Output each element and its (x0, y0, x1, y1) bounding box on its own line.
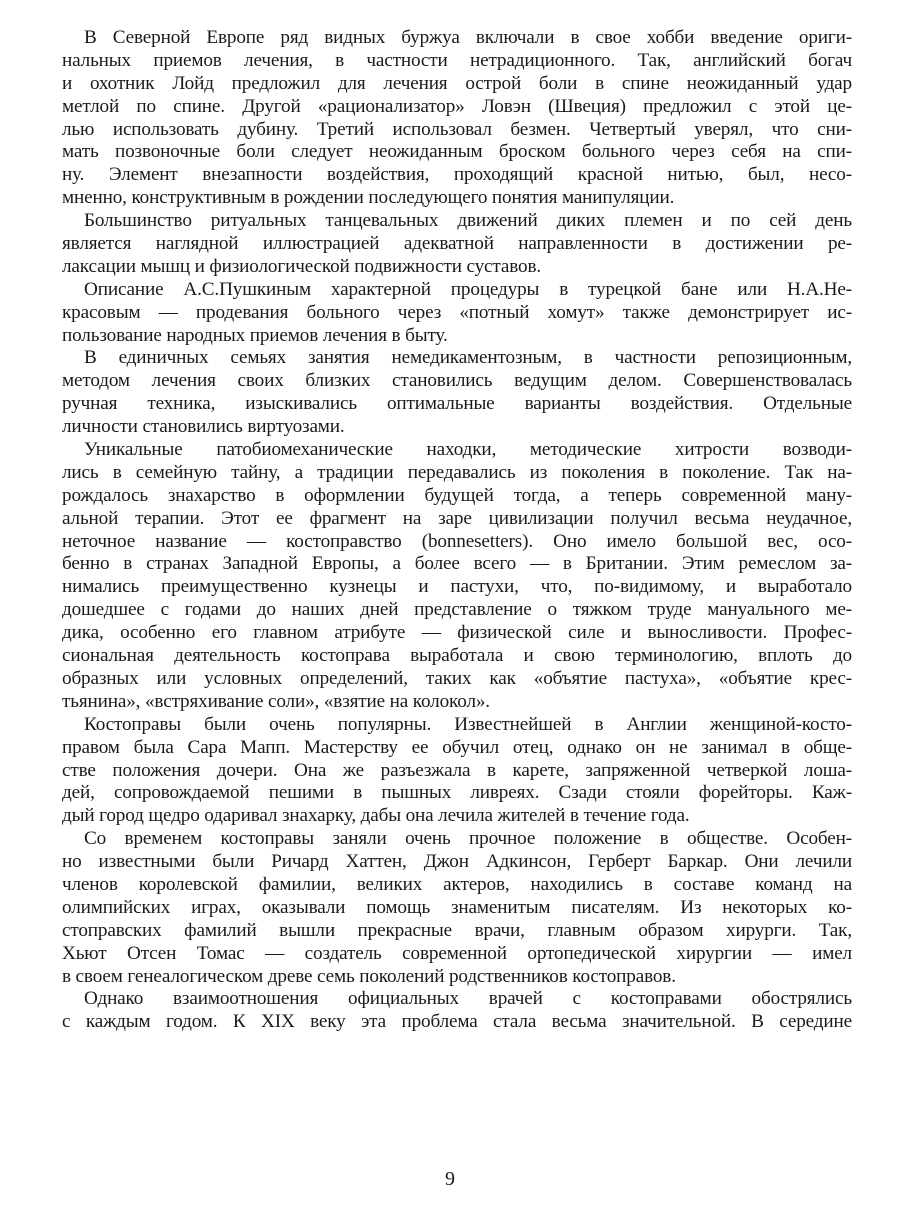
text-line: лью использовать дубину. Третий использовал безмен. Четвертый уверял, что сни- (62, 118, 852, 140)
text-line: Хьют Отсен Томас — создатель современной ортопедической хирургии — имел (62, 942, 852, 964)
paragraph (62, 279, 852, 348)
text-line: В единичных семьях занятия немедикаментозным, в частности репозиционным, (84, 347, 852, 369)
text-line: стве положения дочери. Она же разъезжала в карете, запряженной четверкой лоша- (62, 759, 852, 781)
text-line: Костоправы были очень популярны. Известнейшей в Англии женщиной-косто- (84, 713, 852, 735)
text-line: сиональная деятельность костоправа выработала и свою терминологию, вплоть до (62, 645, 852, 667)
text-line: образных или условных определений, таких как «объятие пастуха», «объятие крес- (62, 667, 852, 689)
text-line: Со временем костоправы заняли очень прочное положение в обществе. Особен- (84, 828, 852, 850)
text-line: мать позвоночные боли следует неожиданным броском больного через себя на спи- (62, 141, 852, 163)
text-line: лись в семейную тайну, а традиции передавались из поколения в поколение. Так на- (62, 461, 852, 483)
text-line: В Северной Европе ряд видных буржуа включали в свое хобби введение ориги- (84, 27, 852, 48)
paragraph (62, 828, 852, 988)
text-line: Однако взаимоотношения официальных врачей с костоправами обострялись (84, 988, 852, 1010)
text-line: тьянина», «встряхивание соли», «взятие на колокол». (62, 690, 490, 712)
paragraph (62, 210, 852, 279)
paragraph (62, 347, 852, 439)
text-line: метлой по спине. Другой «рационализатор» Ловэн (Швеция) предложил с этой це- (62, 95, 852, 117)
text-line: лаксации мышц и физиологической подвижности суставов. (62, 255, 542, 277)
text-line: Большинство ритуальных танцевальных движений диких племен и по сей день (84, 210, 852, 232)
paragraph (62, 439, 852, 714)
page-number: 9 (445, 1168, 455, 1190)
text-line: пользование народных приемов лечения в быту. (62, 324, 448, 346)
text-line: дошедшее с годами до наших дней представление о тяжком труде мануального ме- (62, 599, 852, 621)
text-line: методом лечения своих близких становились ведущим делом. Совершенствовалась (62, 370, 852, 392)
text-line: личности становились виртуозами. (62, 416, 345, 438)
text-line: красовым — продевания больного через «потный хомут» также демонстрирует ис- (62, 301, 852, 323)
text-line: дей, сопровождаемой пешими в пышных ливреях. Сзади стояли форейторы. Каж- (62, 782, 852, 804)
text-line: ну. Элемент внезапности воздействия, проходящий красной нитью, был, несо- (62, 164, 852, 186)
text-line: с каждым годом. К XIX веку эта проблема стала весьма значительной. В середине (62, 1011, 852, 1033)
text-line: дика, особенно его главном атрибуте — физической силе и выносливости. Профес- (62, 622, 852, 644)
paragraph (62, 27, 852, 210)
text-line: в своем генеалогическом древе семь поколений родственников костоправов. (62, 965, 676, 987)
text-line: дый город щедро одаривал знахарку, дабы она лечила жителей в течение года. (62, 805, 690, 827)
text-line: является наглядной иллюстрацией адекватной направленности в достижении ре- (62, 233, 852, 255)
text-line: рождалось знахарство в оформлении будущей тогда, а теперь современной ману- (62, 484, 852, 506)
text-line: но известными были Ричард Хаттен, Джон Адкинсон, Герберт Баркар. Они лечили (62, 851, 852, 873)
text-line: мненно, конструктивным в рождении последующего понятия манипуляции. (62, 187, 675, 209)
text-line: неточное название — костоправство (bonnesetters). Оно имело большой вес, осо- (62, 530, 852, 552)
text-line: стоправских фамилий вышли прекрасные врачи, главным образом хирурги. Так, (62, 919, 852, 941)
text-line: Описание А.С.Пушкиным характерной процедуры в турецкой бане или Н.А.Не- (84, 278, 852, 300)
text-line: нимались преимущественно кузнецы и пастухи, что, по-видимому, и выработало (62, 576, 852, 598)
text-line: нальных приемов лечения, в частности нетрадиционного. Так, английский богач (62, 49, 852, 71)
text-line: членов королевской фамилии, великих актеров, находились в составе команд на (62, 873, 852, 895)
text-line: правом была Сара Мапп. Мастерству ее обучил отец, однако он не занимал в обще- (62, 736, 852, 758)
paragraph (62, 988, 852, 1034)
paragraph (62, 714, 852, 828)
text-line: и охотник Лойд предложил для лечения острой боли в спине неожиданный удар (62, 72, 852, 94)
text-line: ручная техника, изыскивались оптимальные варианты воздействия. Отдельные (62, 393, 852, 415)
text-line: олимпийских играх, оказывали помощь знаменитым писателям. Из некоторых ко- (62, 896, 852, 918)
text-line: Уникальные патобиомеханические находки, методические хитрости возводи- (84, 439, 852, 461)
text-line: бенно в странах Западной Европы, а более всего — в Британии. Этим ремеслом за- (62, 553, 852, 575)
page-body (62, 27, 852, 1034)
text-line: альной терапии. Этот ее фрагмент на заре цивилизации получил весьма неудачное, (62, 507, 852, 529)
